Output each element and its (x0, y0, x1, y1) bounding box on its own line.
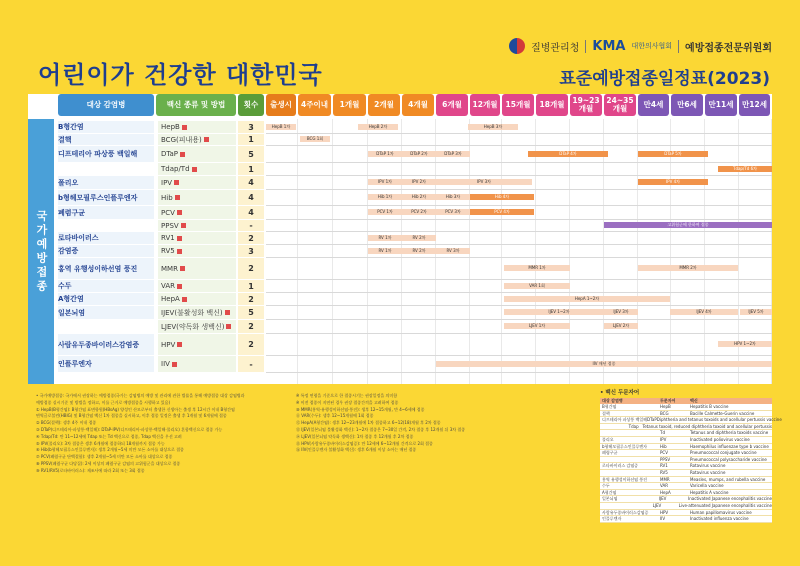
divider (678, 40, 679, 53)
vaccine-cell (158, 176, 236, 189)
age-header: 출생시 (266, 94, 296, 116)
legend-row (600, 444, 772, 451)
disease-cell: 홍역 유행성이하선염 풍진 (58, 258, 154, 279)
column-divider (332, 119, 333, 384)
footnote-marker-icon (226, 324, 231, 329)
legend-cell: PCV (660, 450, 668, 456)
legend-cell: Td (660, 430, 665, 436)
vaccine-name: Tdap/Td (161, 165, 190, 173)
legend-cell: 결핵 (602, 410, 610, 416)
legend-cell: RV5 (660, 469, 668, 475)
vaccine-cell (158, 206, 236, 219)
acronym-legend (600, 388, 782, 558)
legend-cell: b형헤모필루스인플루엔자 (602, 443, 648, 449)
schedule-bar: HPV 1~2차 (718, 341, 772, 347)
legend-cell: Tdap (628, 423, 639, 429)
vaccine-name: RV1 (161, 234, 175, 242)
legend-cell: Live-attenuated Japanese encephalitis vaccine (678, 502, 772, 508)
header-count: 횟수 (238, 94, 264, 116)
dose-count: 4 (238, 176, 264, 189)
legend-row (600, 477, 772, 484)
schedule-bar: DTaP 4차 (528, 151, 608, 157)
disease-cell: 폐렴구균 (58, 206, 154, 219)
legend-rows (600, 404, 782, 523)
dose-count: - (238, 220, 264, 231)
row-divider (266, 244, 772, 245)
legend-cell: Human papillomavirus vaccine (690, 509, 752, 515)
age-header: 18개월 (536, 94, 568, 116)
legend-cell: Inactivated Japanese encephalitis vaccine (688, 496, 772, 502)
schedule-bar: Tdap/Td 6차 (718, 166, 772, 172)
note-line: 예방접종 실시기준 및 방법을 정하고, 이를 근거로 예방접종을 시행하고 있음) (36, 399, 171, 405)
footnote-marker-icon (180, 266, 185, 271)
legend-cell: Pneumococcal polysaccharide vaccine (690, 456, 767, 462)
legend-cell: Measles, mumps, and rubella vaccine (690, 476, 766, 482)
note-line: ⑤ IPV(폴리오): 3차 접종은 생후 6개월에 접종하되 18개월까지 접종 가능 (36, 440, 165, 446)
schedule-bar: HepB 3차 (468, 124, 518, 130)
column-divider (535, 119, 536, 384)
vaccine-name: IJEV(불활성화 백신) (161, 308, 223, 317)
row-divider (266, 257, 772, 258)
row-divider (266, 292, 772, 293)
note-line: ⑫ HepA(A형간염): 생후 12~23개월에 1차 접종하고 6~12(18)개월 후 2차 접종 (296, 420, 441, 426)
schedule-bar: LJEV 1차 (504, 323, 570, 329)
footnote-marker-icon (192, 167, 197, 172)
age-header: 2개월 (368, 94, 400, 116)
vaccine-name: PCV (161, 208, 175, 217)
legend-cell: Bacille Calmette-Guerin vaccine (690, 410, 755, 416)
note-line: ⑥ Hib(b형헤모필루스인플루엔자): 생후 2개월~5세 미만 모든 소아를 대상으로 접종 (36, 447, 184, 453)
divider (585, 40, 586, 53)
row-divider (266, 219, 772, 220)
schedule-bar: Hib 2차 (402, 194, 436, 200)
disease-cell: 인플루엔자 (58, 356, 154, 372)
legend-cell: Varicella vaccine (690, 483, 724, 489)
note-line: ※ 이전 접종이 지연된 경우 권장 접종간격을 고려하여 접종 (296, 399, 399, 405)
disease-cell: 폴리오 (58, 176, 154, 189)
vaccine-name: PPSV (161, 221, 179, 230)
legend-row (600, 417, 782, 424)
legend-cell: Pneumococcal conjugate vaccine (690, 450, 757, 456)
age-header: 만12세 (739, 94, 770, 116)
org-kma-sub: 대한의사협회 (631, 42, 673, 50)
vaccine-name: VAR (161, 282, 175, 290)
schedule-table (28, 94, 772, 384)
dose-count: 1 (238, 163, 264, 175)
vaccine-cell (158, 163, 236, 175)
legend-head-disease: 대상 감염병 (602, 398, 623, 403)
dose-count: 4 (238, 206, 264, 219)
legend-row (600, 496, 772, 503)
legend-cell: IJEV (658, 496, 667, 502)
schedule-bar: IJEV 5차 (740, 309, 772, 315)
note-line: ③ DTaP(디프테리아·파상풍·백일해): DTaP-IPV(디프테리아·파상풍·백일해·폴리오) 혼합백신으로 접종 가능 (36, 426, 223, 432)
age-header: 만11세 (705, 94, 737, 116)
schedule-bar: PCV 1차 (368, 209, 402, 215)
schedule-bar: IPV 3차 (436, 179, 532, 185)
dose-count: 2 (238, 320, 264, 333)
schedule-bar: VAR 1회 (504, 283, 570, 289)
vaccine-name: IPV (161, 178, 173, 187)
legend-cell: 수두 (602, 483, 610, 489)
note-line: ⑦ PCV(폐렴구균 단백결합): 생후 2개월~5세 미만 모든 소아를 대상으로 접종 (36, 454, 173, 460)
legend-row (600, 463, 772, 470)
schedule-bar: HepB 2차 (358, 124, 398, 130)
disease-cell: 일본뇌염 (58, 306, 154, 319)
legend-cell: PPSV (660, 456, 671, 462)
vaccine-name: DTaP (161, 150, 179, 158)
legend-cell: 홍역 유행성이하선염 풍진 (602, 476, 648, 482)
age-header: 24~35 개월 (604, 94, 636, 116)
legend-cell: MMR (660, 476, 670, 482)
dose-count: 1 (238, 134, 264, 145)
footnote-marker-icon (177, 236, 182, 241)
legend-cell: Diphtheria and tetanus toxoids and acellular pertussis vaccine (656, 417, 782, 423)
legend-cell: IPV (660, 436, 667, 442)
vaccine-cell (158, 245, 236, 257)
vaccine-name: HepB (161, 123, 180, 131)
legend-cell: Tetanus and diphtheria toxoids vaccine (690, 430, 769, 436)
note-line: ⑮ HPV(사람유두종바이러스감염증): 만 12세에 6~12개월 간격으로 2회 접종 (296, 440, 433, 446)
legend-cell: LJEV (652, 502, 662, 508)
dose-count: 1 (238, 280, 264, 292)
schedule-bar: RV 2차 (402, 235, 436, 241)
dose-count: 5 (238, 306, 264, 319)
schedule-bar: PCV 2차 (402, 209, 436, 215)
disease-cell: B형간염 (58, 121, 154, 133)
footnote-marker-icon (177, 284, 182, 289)
age-header: 4주이내 (298, 94, 331, 116)
schedule-bar: RV 3차 (436, 248, 470, 254)
schedule-bar: RV 2차 (402, 248, 436, 254)
vaccine-name: Hib (161, 193, 173, 202)
schedule-bar: DTaP 2차 (402, 151, 436, 157)
legend-cell: HPV (660, 509, 669, 515)
note-line: ⑩ MMR(홍역·유행성이하선염·풍진): 생후 12~15개월, 만 4~6세에 접종 (296, 406, 425, 412)
schedule-bar: IPV 4차 (638, 179, 708, 185)
header-disease: 대상 감염병 (58, 94, 154, 116)
legend-cell: 로타바이러스 감염증 (602, 463, 639, 469)
column-divider (569, 119, 570, 384)
age-header: 6개월 (436, 94, 468, 116)
slogan: 어린이가 건강한 대한민국 (38, 60, 323, 89)
footnote-marker-icon (182, 125, 187, 130)
schedule-bar: HepA 1~2차 (504, 296, 670, 302)
vaccine-cell (158, 220, 236, 231)
side-label: 국가예방접종 (28, 119, 54, 384)
legend-row (600, 424, 772, 431)
schedule-bar: RV 1차 (368, 248, 402, 254)
note-line: ⑭ LJEV(일본뇌염 약독화 생백신): 1차 접종 후 12개월 후 2차 접종 (296, 433, 414, 439)
column-divider (670, 119, 671, 384)
footnote-marker-icon (182, 297, 187, 302)
row-divider (266, 145, 772, 146)
row-divider (266, 305, 772, 306)
legend-row (600, 450, 772, 457)
disease-cell: A형간염 (58, 293, 154, 305)
schedule-bar: IPV 1차 (368, 179, 402, 185)
row-divider (266, 319, 772, 320)
note-line: ※ 특정 연령을 기준으로 한 접종시기는 권장일정을 의미함 (296, 393, 398, 398)
vaccine-name: HepA (161, 295, 180, 303)
legend-cell: 폴리오 (602, 436, 614, 442)
vaccine-name: IIV (161, 360, 170, 368)
legend-head-acronym: 두문자어 (660, 398, 676, 403)
legend-cell: Haemophilus influenzae type b vaccine (690, 443, 769, 449)
legend-cell (600, 470, 660, 476)
legend-cell: Hib (660, 443, 667, 449)
note-line: ⑪ VAR(수두): 생후 12~15개월에 1회 접종 (296, 413, 374, 419)
legend-cell (600, 424, 629, 430)
disease-cell: 사람유두종바이러스감염증 (58, 334, 154, 355)
footnote-marker-icon (204, 137, 209, 142)
legend-cell: Inactivated influenza vaccine (690, 516, 749, 522)
legend-cell: VAR (660, 483, 668, 489)
vaccine-cell (158, 280, 236, 292)
dose-count: 5 (238, 146, 264, 162)
note-line: ② BCG(결핵): 생후 4주 이내 접종 (36, 420, 97, 426)
legend-row (600, 404, 772, 411)
dose-count: 3 (238, 121, 264, 133)
vaccine-cell (158, 293, 236, 305)
dose-count: 3 (238, 245, 264, 257)
vaccine-cell (158, 258, 236, 279)
age-header: 12개월 (470, 94, 500, 116)
legend-cell (600, 503, 653, 509)
legend-cell: HepB (660, 404, 671, 409)
note-line: ⑯ IIV(인플루엔자 불활성화 백신): 생후 6개월 이상 소아는 매년 접종 (296, 447, 417, 453)
column-divider (297, 119, 298, 384)
vaccine-cell (158, 232, 236, 244)
dose-count: 2 (238, 293, 264, 305)
legend-cell: 사람유두종바이러스감염증 (602, 509, 649, 515)
vaccine-cell (158, 134, 236, 145)
legend-cell (600, 457, 660, 463)
legend-row (600, 503, 772, 510)
schedule-bar: DTaP 5차 (638, 151, 708, 157)
notes-left (36, 393, 291, 475)
schedule-bar: Hib 1차 (368, 194, 402, 200)
row-divider (266, 355, 772, 356)
legend-cell: Tetanus toxoid, reduced diphtheria toxoid and acellular pertussis (642, 423, 772, 429)
disease-cell: 로타바이러스 (58, 232, 154, 244)
footnote-marker-icon (225, 310, 230, 315)
legend-title: • 백신 두문자어 (600, 390, 640, 396)
schedule-bar: IJEV 3차 (604, 309, 638, 315)
schedule-bar: RV 1차 (368, 235, 402, 241)
footnote-marker-icon (172, 362, 177, 367)
vaccine-cell (158, 334, 236, 355)
row-divider (266, 279, 772, 280)
schedule-bar: DTaP 3차 (436, 151, 470, 157)
age-header: 만6세 (671, 94, 703, 116)
legend-cell (600, 430, 660, 436)
vaccine-name: RV5 (161, 247, 175, 255)
schedule-bar: IJEV 1~2차 (504, 309, 614, 315)
row-divider (266, 189, 772, 190)
schedule-bar: Hib 3차 (436, 194, 470, 200)
legend-cell: 일본뇌염 (602, 496, 618, 502)
legend-cell: Rotavirus vaccine (690, 463, 726, 469)
legend-cell: RV1 (660, 463, 668, 469)
schedule-bar: MMR 1차 (504, 265, 570, 271)
vaccine-cell (158, 190, 236, 205)
org-committee: 예방접종전문위원회 (685, 42, 772, 54)
kdca-logo-icon (509, 38, 525, 54)
footnote-marker-icon (175, 195, 180, 200)
vaccine-name: MMR (161, 264, 178, 273)
legend-row (600, 490, 772, 497)
vaccine-name: HPV (161, 340, 176, 349)
vaccine-cell (158, 306, 236, 319)
notes-middle (296, 393, 594, 454)
age-header: 4개월 (402, 94, 434, 116)
note-line: ⑨ RV1/RV5(로타바이러스): 제조사에 따라 2회 또는 3회 접종 (36, 467, 145, 473)
disease-cell: 디프테리아 파상풍 백일해 (58, 146, 154, 162)
header-logos (509, 38, 772, 54)
disease-cell: b형헤모필루스인플루엔자 (58, 190, 154, 205)
row-divider (266, 372, 772, 373)
schedule-bar: Hib 4차 (470, 194, 534, 200)
note-line: ① HepB(B형간염): B형간염 표면항원(HBsAg) 양성인 산모로부터 출생한 신생아는 출생 후 12시간 이내 B형간염 (36, 406, 235, 412)
dose-count: 2 (238, 334, 264, 355)
legend-cell: Rotavirus vaccine (690, 469, 726, 475)
schedule-bar: MMR 2차 (638, 265, 738, 271)
vaccine-cell (158, 146, 236, 162)
footnote-marker-icon (177, 210, 182, 215)
column-divider (637, 119, 638, 384)
legend-row (600, 510, 772, 517)
schedule-bar: HepB 1차 (266, 124, 296, 130)
legend-row (600, 470, 772, 477)
legend-cell: A형간염 (602, 489, 617, 495)
legend-cell: 폐렴구균 (602, 450, 618, 456)
row-divider (266, 175, 772, 176)
schedule-bar: PCV 3차 (436, 209, 470, 215)
row-divider (266, 133, 772, 134)
column-divider (603, 119, 604, 384)
disease-cell: 감염증 (58, 245, 154, 257)
vaccine-cell (158, 320, 236, 333)
legend-cell: DTaP (647, 417, 657, 423)
age-header: 15개월 (502, 94, 534, 116)
row-divider (266, 205, 772, 206)
footnote-marker-icon (177, 249, 182, 254)
legend-cell: 인플루엔자 (602, 516, 622, 522)
row-divider (266, 231, 772, 232)
legend-cell: Hepatitis A vaccine (690, 489, 729, 495)
age-header: 만4세 (638, 94, 669, 116)
footnote-marker-icon (181, 223, 186, 228)
note-line: ⑧ PPSV(폐렴구균 다당질): 2세 이상의 폐렴구균 감염의 고위험군을 대상으로 접종 (36, 460, 181, 466)
org-kdca: 질병관리청 (531, 42, 580, 54)
row-divider (266, 333, 772, 334)
schedule-bar: BCG 1회 (300, 136, 330, 142)
age-header: 1개월 (333, 94, 366, 116)
footnote-marker-icon (180, 152, 185, 157)
disease-cell: 수두 (58, 280, 154, 292)
page-title: 표준예방접종일정표(2023) (559, 69, 770, 89)
dose-count: 2 (238, 258, 264, 279)
column-divider (501, 119, 502, 384)
footnote-marker-icon (177, 342, 182, 347)
legend-cell: 디프테리아 파상풍 백일해 (602, 417, 648, 423)
note-line: ④ Tdap/Td: 만 11~12세에 Tdap 또는 Td 백신으로 접종, Tdap 백신을 우선 고려 (36, 433, 182, 439)
legend-cell: BCG (660, 410, 669, 416)
legend-cell: Inactivated poliovirus vaccine (690, 436, 750, 442)
legend-cell: IIV (660, 516, 666, 522)
schedule-bar: DTaP 1차 (368, 151, 402, 157)
note-line: • 국가예방접종: 국가에서 권장하는 예방접종(국가는 감염병의 예방 및 관리에 관한 법률을 통해 예방접종 대상 감염병과 (36, 393, 245, 398)
vaccine-name: LJEV(약독화 생백신) (161, 322, 225, 331)
schedule-bar: IPV 2차 (402, 179, 436, 185)
column-divider (704, 119, 705, 384)
vaccine-name: BCG(피내용) (161, 135, 202, 144)
legend-cell: Hepatitis B vaccine (690, 404, 729, 409)
legend-cell: HepA (660, 489, 671, 495)
disease-cell: 결핵 (58, 134, 154, 145)
dose-count: 2 (238, 232, 264, 244)
footnote-marker-icon (174, 180, 179, 185)
vaccine-cell (158, 356, 236, 372)
legend-head-vaccine: 백신 (690, 398, 698, 403)
schedule-bar: 고위험군에 한하여 접종 (604, 222, 772, 228)
dose-count: 4 (238, 190, 264, 205)
schedule-bar: LJEV 2차 (604, 323, 638, 329)
legend-row (600, 430, 772, 437)
age-header: 19~23 개월 (570, 94, 602, 116)
schedule-bar: IJEV 4차 (670, 309, 738, 315)
legend-cell: B형간염 (602, 404, 617, 409)
row-divider (266, 162, 772, 163)
dose-count: - (238, 356, 264, 372)
note-line: ⑬ IJEV(일본뇌염 불활성화 백신): 1~2차 접종은 7~30일 간격, 2차 접종 후 12개월 뒤 3차 접종 (296, 426, 466, 432)
legend-row (600, 483, 772, 490)
header-vaccine: 백신 종류 및 방법 (156, 94, 236, 116)
schedule-bar: IIV 매년 접종 (436, 361, 772, 367)
org-kma: KMA (592, 38, 626, 54)
legend-row (600, 516, 772, 523)
schedule-bar: PCV 4차 (470, 209, 534, 215)
note-line: 면역글로불린(HBIG) 및 B형간염 백신 1차 접종을 실시하고, 이후 접종 일정은 출생 후 1개월 및 6개월에 접종 (36, 413, 227, 419)
vaccine-cell (158, 121, 236, 133)
legend-row (600, 437, 772, 444)
